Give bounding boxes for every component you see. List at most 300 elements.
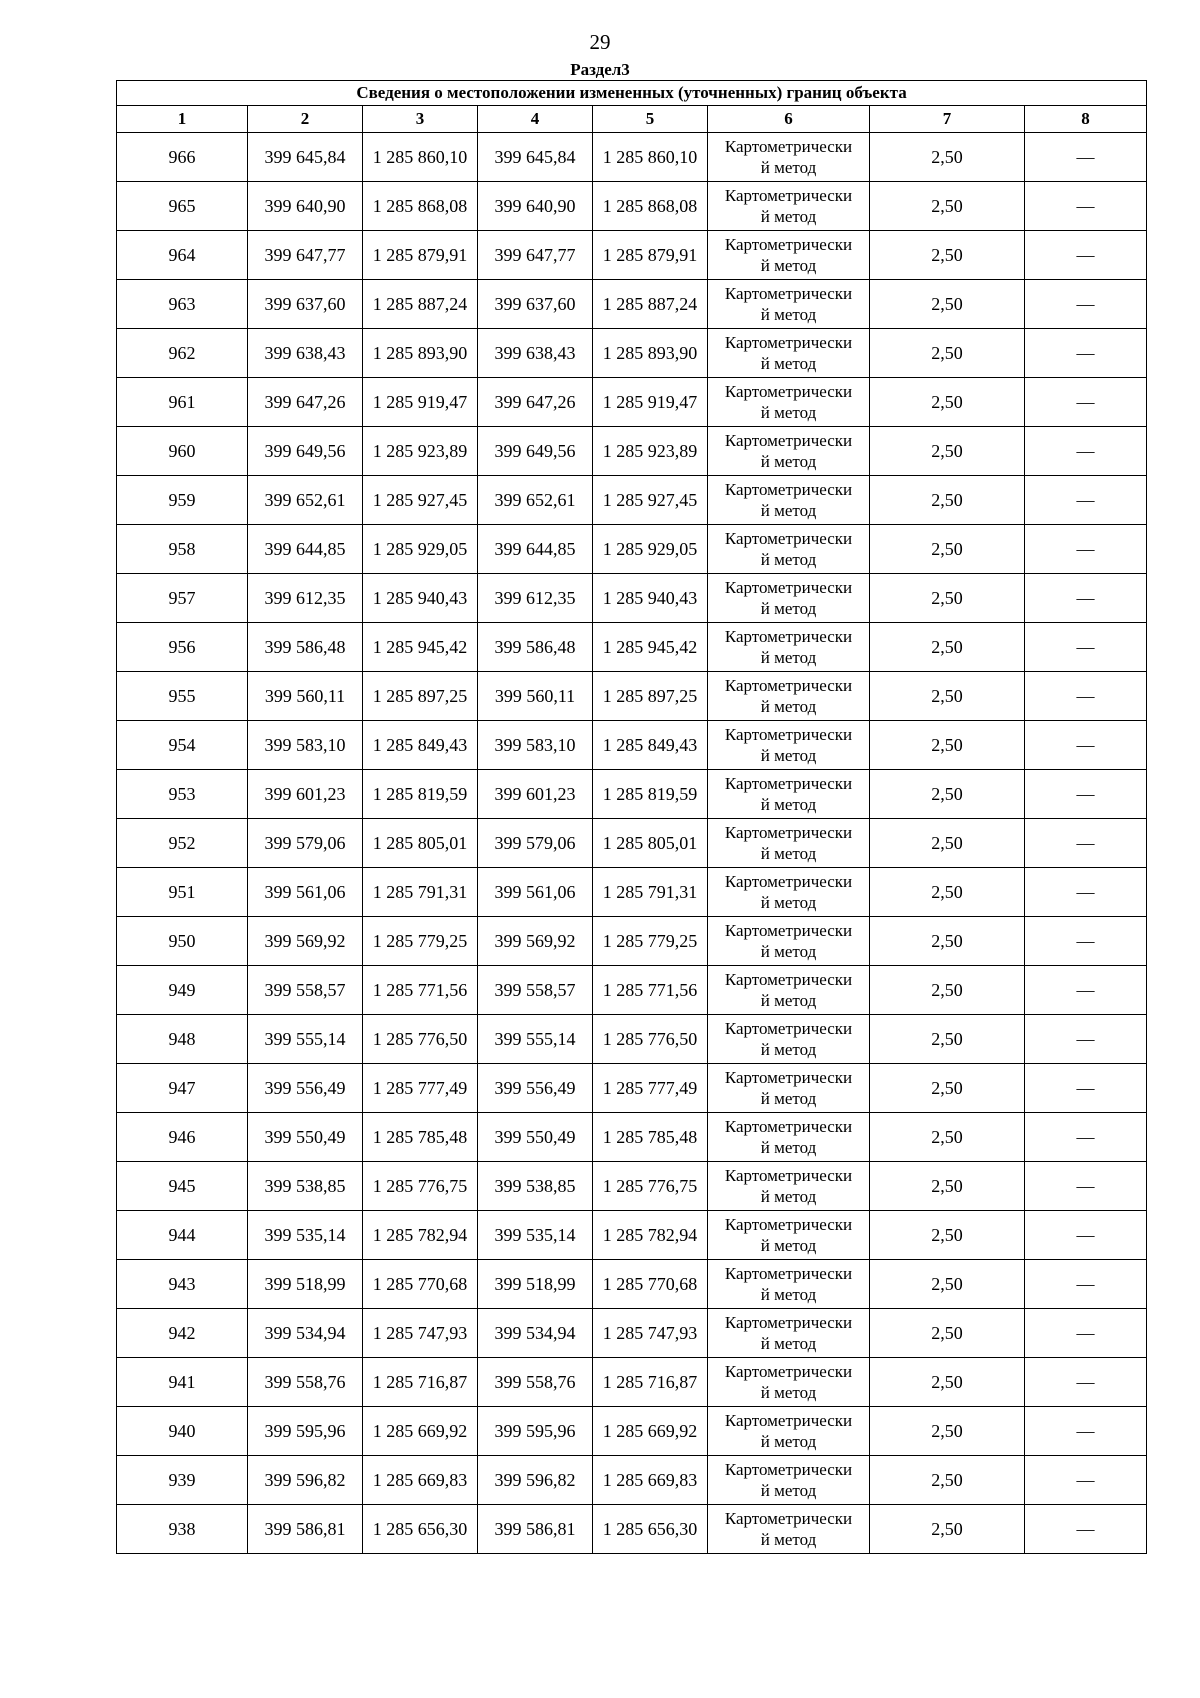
- method-line-2: й метод: [760, 1285, 817, 1304]
- accuracy-cell: 2,50: [870, 1456, 1025, 1505]
- section-title: Раздел3: [570, 60, 630, 79]
- coordinate-cell: 399 640,90: [248, 182, 363, 231]
- coordinate-cell: 1 285 897,25: [363, 672, 478, 721]
- coordinate-cell: 1 285 887,24: [593, 280, 708, 329]
- coordinate-cell: 1 285 782,94: [593, 1211, 708, 1260]
- coordinate-cell: 1 285 929,05: [363, 525, 478, 574]
- accuracy-cell: 2,50: [870, 329, 1025, 378]
- method-cell: [708, 1015, 870, 1064]
- method-line-2: й метод: [760, 1481, 817, 1500]
- point-number-cell: 958: [117, 525, 248, 574]
- accuracy-cell: 2,50: [870, 182, 1025, 231]
- method-cell: [708, 721, 870, 770]
- table-row: [117, 1260, 1147, 1309]
- coordinate-cell: 399 579,06: [478, 819, 593, 868]
- accuracy-cell: 2,50: [870, 427, 1025, 476]
- accuracy-cell: 2,50: [870, 476, 1025, 525]
- method-line-1: Картометрически: [724, 1313, 853, 1332]
- accuracy-cell: 2,50: [870, 917, 1025, 966]
- coordinate-cell: 399 534,94: [248, 1309, 363, 1358]
- table-row: [117, 623, 1147, 672]
- method-line-2: й метод: [760, 354, 817, 373]
- coordinate-cell: 399 644,85: [478, 525, 593, 574]
- method-cell: [708, 868, 870, 917]
- coordinate-cell: 1 285 779,25: [593, 917, 708, 966]
- table-row: [117, 672, 1147, 721]
- note-cell: —: [1025, 868, 1147, 917]
- point-number-cell: 966: [117, 133, 248, 182]
- coordinate-cell: 399 569,92: [248, 917, 363, 966]
- method-line-1: Картометрически: [724, 1362, 853, 1381]
- coordinate-cell: 1 285 923,89: [363, 427, 478, 476]
- coordinate-cell: 399 612,35: [248, 574, 363, 623]
- coordinate-cell: 399 645,84: [478, 133, 593, 182]
- table-row: [117, 1162, 1147, 1211]
- coordinate-cell: 399 596,82: [248, 1456, 363, 1505]
- method-line-1: Картометрически: [724, 872, 853, 891]
- accuracy-cell: 2,50: [870, 1064, 1025, 1113]
- note-cell: —: [1025, 623, 1147, 672]
- coordinate-cell: 399 550,49: [248, 1113, 363, 1162]
- coordinate-cell: 399 556,49: [248, 1064, 363, 1113]
- table-row: [117, 1456, 1147, 1505]
- point-number-cell: 956: [117, 623, 248, 672]
- method-line-2: й метод: [760, 1138, 817, 1157]
- coordinate-cell: 1 285 776,75: [363, 1162, 478, 1211]
- table-row: [117, 1211, 1147, 1260]
- coordinate-cell: 1 285 656,30: [363, 1505, 478, 1554]
- method-line-1: Картометрически: [724, 529, 853, 548]
- coordinate-cell: 1 285 860,10: [363, 133, 478, 182]
- note-cell: —: [1025, 721, 1147, 770]
- coordinate-cell: 1 285 776,75: [593, 1162, 708, 1211]
- coordinate-cell: 399 595,96: [248, 1407, 363, 1456]
- coordinate-cell: 399 583,10: [248, 721, 363, 770]
- point-number-cell: 939: [117, 1456, 248, 1505]
- accuracy-cell: 2,50: [870, 1358, 1025, 1407]
- accuracy-cell: 2,50: [870, 378, 1025, 427]
- note-cell: —: [1025, 329, 1147, 378]
- point-number-cell: 941: [117, 1358, 248, 1407]
- method-cell: [708, 133, 870, 182]
- note-cell: —: [1025, 231, 1147, 280]
- method-cell: [708, 819, 870, 868]
- method-line-2: й метод: [760, 207, 817, 226]
- method-line-2: й метод: [760, 501, 817, 520]
- coordinate-cell: 1 285 770,68: [593, 1260, 708, 1309]
- coordinate-cell: 399 637,60: [478, 280, 593, 329]
- note-cell: —: [1025, 574, 1147, 623]
- method-line-1: Картометрически: [724, 1166, 853, 1185]
- coordinate-cell: 1 285 868,08: [363, 182, 478, 231]
- method-line-1: Картометрически: [724, 1215, 853, 1234]
- table-row: [117, 917, 1147, 966]
- method-line-1: Картометрически: [724, 137, 853, 156]
- note-cell: —: [1025, 1505, 1147, 1554]
- coordinate-cell: 399 534,94: [478, 1309, 593, 1358]
- point-number-cell: 949: [117, 966, 248, 1015]
- coordinate-cell: 399 647,26: [248, 378, 363, 427]
- coordinate-cell: 1 285 879,91: [593, 231, 708, 280]
- method-cell: [708, 1064, 870, 1113]
- coordinate-cell: 1 285 849,43: [593, 721, 708, 770]
- table-row: [117, 133, 1147, 182]
- coordinate-cell: 1 285 919,47: [363, 378, 478, 427]
- coordinate-cell: 1 285 669,83: [363, 1456, 478, 1505]
- table-row: [117, 1358, 1147, 1407]
- method-line-1: Картометрически: [724, 1117, 853, 1136]
- point-number-cell: 963: [117, 280, 248, 329]
- method-cell: [708, 672, 870, 721]
- coordinate-cell: 399 558,57: [478, 966, 593, 1015]
- coordinate-cell: 1 285 919,47: [593, 378, 708, 427]
- table-row: [117, 868, 1147, 917]
- point-number-cell: 940: [117, 1407, 248, 1456]
- method-line-2: й метод: [760, 1383, 817, 1402]
- coordinate-cell: 399 518,99: [478, 1260, 593, 1309]
- coordinate-cell: 399 647,77: [248, 231, 363, 280]
- coordinate-cell: 1 285 782,94: [363, 1211, 478, 1260]
- note-cell: —: [1025, 280, 1147, 329]
- note-cell: —: [1025, 1407, 1147, 1456]
- table-title-row: [117, 81, 1147, 106]
- note-cell: —: [1025, 1211, 1147, 1260]
- note-cell: —: [1025, 182, 1147, 231]
- coordinate-cell: 399 640,90: [478, 182, 593, 231]
- method-line-1: Картометрически: [724, 970, 853, 989]
- coordinate-cell: 399 535,14: [478, 1211, 593, 1260]
- coordinate-cell: 399 586,81: [478, 1505, 593, 1554]
- method-line-2: й метод: [760, 452, 817, 471]
- coordinate-cell: 1 285 771,56: [363, 966, 478, 1015]
- point-number-cell: 944: [117, 1211, 248, 1260]
- table-row: [117, 770, 1147, 819]
- method-line-2: й метод: [760, 942, 817, 961]
- column-number: 7: [870, 106, 1025, 133]
- note-cell: —: [1025, 133, 1147, 182]
- method-line-1: Картометрически: [724, 480, 853, 499]
- method-line-2: й метод: [760, 599, 817, 618]
- note-cell: —: [1025, 1358, 1147, 1407]
- coordinate-cell: 399 579,06: [248, 819, 363, 868]
- method-cell: [708, 966, 870, 1015]
- method-line-2: й метод: [760, 1089, 817, 1108]
- method-cell: [708, 525, 870, 574]
- coordinate-cell: 399 649,56: [478, 427, 593, 476]
- method-cell: [708, 329, 870, 378]
- coordinate-cell: 1 285 887,24: [363, 280, 478, 329]
- method-line-2: й метод: [760, 844, 817, 863]
- accuracy-cell: 2,50: [870, 1015, 1025, 1064]
- accuracy-cell: 2,50: [870, 1309, 1025, 1358]
- accuracy-cell: 2,50: [870, 525, 1025, 574]
- coordinate-cell: 399 561,06: [248, 868, 363, 917]
- point-number-cell: 950: [117, 917, 248, 966]
- method-cell: [708, 1211, 870, 1260]
- coordinate-cell: 1 285 777,49: [363, 1064, 478, 1113]
- method-line-1: Картометрически: [724, 578, 853, 597]
- coordinate-cell: 1 285 770,68: [363, 1260, 478, 1309]
- coordinate-cell: 1 285 776,50: [363, 1015, 478, 1064]
- method-cell: [708, 574, 870, 623]
- method-cell: [708, 917, 870, 966]
- point-number-cell: 945: [117, 1162, 248, 1211]
- accuracy-cell: 2,50: [870, 1407, 1025, 1456]
- accuracy-cell: 2,50: [870, 1113, 1025, 1162]
- method-cell: [708, 1358, 870, 1407]
- method-line-2: й метод: [760, 991, 817, 1010]
- method-line-1: Картометрически: [724, 1068, 853, 1087]
- accuracy-cell: 2,50: [870, 1505, 1025, 1554]
- coordinate-cell: 1 285 791,31: [593, 868, 708, 917]
- method-line-1: Картометрически: [724, 627, 853, 646]
- method-line-2: й метод: [760, 1432, 817, 1451]
- point-number-cell: 953: [117, 770, 248, 819]
- method-line-1: Картометрически: [724, 186, 853, 205]
- coordinate-cell: 399 647,26: [478, 378, 593, 427]
- point-number-cell: 948: [117, 1015, 248, 1064]
- coordinate-cell: 399 569,92: [478, 917, 593, 966]
- method-line-1: Картометрически: [724, 725, 853, 744]
- coordinate-cell: 399 637,60: [248, 280, 363, 329]
- method-line-1: Картометрически: [724, 1264, 853, 1283]
- coordinate-cell: 1 285 716,87: [593, 1358, 708, 1407]
- coordinate-cell: 399 586,48: [478, 623, 593, 672]
- point-number-cell: 960: [117, 427, 248, 476]
- coordinate-cell: 1 285 747,93: [363, 1309, 478, 1358]
- column-number: 6: [708, 106, 870, 133]
- coordinate-cell: 399 652,61: [478, 476, 593, 525]
- coordinate-cell: 1 285 945,42: [593, 623, 708, 672]
- coordinate-cell: 399 612,35: [478, 574, 593, 623]
- method-line-1: Картометрически: [724, 774, 853, 793]
- accuracy-cell: 2,50: [870, 574, 1025, 623]
- table-title: Сведения о местоположении измененных (уточненных) границ объекта: [117, 81, 1147, 106]
- point-number-cell: 946: [117, 1113, 248, 1162]
- note-cell: —: [1025, 819, 1147, 868]
- note-cell: —: [1025, 966, 1147, 1015]
- coordinate-cell: 399 586,48: [248, 623, 363, 672]
- coordinate-cell: 1 285 785,48: [593, 1113, 708, 1162]
- accuracy-cell: 2,50: [870, 623, 1025, 672]
- method-line-1: Картометрически: [724, 1019, 853, 1038]
- coordinate-cell: 399 535,14: [248, 1211, 363, 1260]
- coordinate-cell: 1 285 669,92: [363, 1407, 478, 1456]
- method-cell: [708, 1162, 870, 1211]
- table-row: [117, 1064, 1147, 1113]
- point-number-cell: 965: [117, 182, 248, 231]
- coordinate-cell: 399 652,61: [248, 476, 363, 525]
- coordinate-cell: 399 560,11: [248, 672, 363, 721]
- method-cell: [708, 1113, 870, 1162]
- column-number-row: [117, 106, 1147, 133]
- method-cell: [708, 1260, 870, 1309]
- coordinate-cell: 1 285 747,93: [593, 1309, 708, 1358]
- note-cell: —: [1025, 1064, 1147, 1113]
- coordinate-cell: 399 556,49: [478, 1064, 593, 1113]
- coordinate-cell: 399 550,49: [478, 1113, 593, 1162]
- point-number-cell: 942: [117, 1309, 248, 1358]
- accuracy-cell: 2,50: [870, 966, 1025, 1015]
- note-cell: —: [1025, 672, 1147, 721]
- method-line-1: Картометрически: [724, 823, 853, 842]
- coordinate-cell: 1 285 656,30: [593, 1505, 708, 1554]
- table-row: [117, 1015, 1147, 1064]
- note-cell: —: [1025, 1162, 1147, 1211]
- note-cell: —: [1025, 770, 1147, 819]
- coordinate-cell: 1 285 929,05: [593, 525, 708, 574]
- column-number: 4: [478, 106, 593, 133]
- note-cell: —: [1025, 1015, 1147, 1064]
- coordinate-cell: 1 285 777,49: [593, 1064, 708, 1113]
- accuracy-cell: 2,50: [870, 819, 1025, 868]
- table-row: [117, 182, 1147, 231]
- table-row: [117, 280, 1147, 329]
- accuracy-cell: 2,50: [870, 1260, 1025, 1309]
- method-line-1: Картометрически: [724, 235, 853, 254]
- table-row: [117, 574, 1147, 623]
- method-line-2: й метод: [760, 1040, 817, 1059]
- method-cell: [708, 476, 870, 525]
- coordinate-cell: 1 285 805,01: [593, 819, 708, 868]
- note-cell: —: [1025, 378, 1147, 427]
- method-line-1: Картометрически: [724, 284, 853, 303]
- coordinate-cell: 1 285 805,01: [363, 819, 478, 868]
- accuracy-cell: 2,50: [870, 231, 1025, 280]
- point-number-cell: 955: [117, 672, 248, 721]
- table-row: [117, 476, 1147, 525]
- table-row: [117, 231, 1147, 280]
- coordinate-cell: 1 285 791,31: [363, 868, 478, 917]
- point-number-cell: 938: [117, 1505, 248, 1554]
- table-row: [117, 1309, 1147, 1358]
- point-number-cell: 952: [117, 819, 248, 868]
- method-line-1: Картометрически: [724, 921, 853, 940]
- note-cell: —: [1025, 1309, 1147, 1358]
- coordinate-cell: 1 285 927,45: [593, 476, 708, 525]
- method-line-1: Картометрически: [724, 1411, 853, 1430]
- point-number-cell: 964: [117, 231, 248, 280]
- method-line-1: Картометрически: [724, 382, 853, 401]
- method-cell: [708, 182, 870, 231]
- coordinate-cell: 399 638,43: [248, 329, 363, 378]
- coordinate-cell: 1 285 776,50: [593, 1015, 708, 1064]
- coordinate-cell: 1 285 940,43: [363, 574, 478, 623]
- coordinate-cell: 1 285 893,90: [363, 329, 478, 378]
- table-row: [117, 1113, 1147, 1162]
- coordinate-cell: 399 558,76: [478, 1358, 593, 1407]
- coordinate-cell: 1 285 860,10: [593, 133, 708, 182]
- coordinate-cell: 1 285 923,89: [593, 427, 708, 476]
- coordinate-cell: 399 561,06: [478, 868, 593, 917]
- note-cell: —: [1025, 1456, 1147, 1505]
- column-number: 3: [363, 106, 478, 133]
- accuracy-cell: 2,50: [870, 868, 1025, 917]
- method-cell: [708, 280, 870, 329]
- method-line-2: й метод: [760, 697, 817, 716]
- column-number: 8: [1025, 106, 1147, 133]
- table-row: [117, 1407, 1147, 1456]
- boundary-coordinates-table: [116, 80, 1147, 1554]
- table-row: [117, 378, 1147, 427]
- coordinate-cell: 399 586,81: [248, 1505, 363, 1554]
- method-cell: [708, 378, 870, 427]
- table-row: [117, 966, 1147, 1015]
- coordinate-cell: 399 555,14: [248, 1015, 363, 1064]
- accuracy-cell: 2,50: [870, 280, 1025, 329]
- coordinate-cell: 399 518,99: [248, 1260, 363, 1309]
- coordinate-cell: 399 538,85: [478, 1162, 593, 1211]
- method-line-2: й метод: [760, 648, 817, 667]
- point-number-cell: 962: [117, 329, 248, 378]
- accuracy-cell: 2,50: [870, 1162, 1025, 1211]
- coordinate-cell: 1 285 940,43: [593, 574, 708, 623]
- accuracy-cell: 2,50: [870, 721, 1025, 770]
- table-row: [117, 525, 1147, 574]
- coordinate-cell: 399 601,23: [478, 770, 593, 819]
- note-cell: —: [1025, 1113, 1147, 1162]
- coordinate-cell: 399 560,11: [478, 672, 593, 721]
- coordinate-cell: 1 285 849,43: [363, 721, 478, 770]
- method-line-1: Картометрически: [724, 1509, 853, 1528]
- point-number-cell: 954: [117, 721, 248, 770]
- method-line-1: Картометрически: [724, 676, 853, 695]
- method-line-1: Картометрически: [724, 431, 853, 450]
- method-line-2: й метод: [760, 1530, 817, 1549]
- method-line-2: й метод: [760, 158, 817, 177]
- coordinate-cell: 399 555,14: [478, 1015, 593, 1064]
- table-row: [117, 1505, 1147, 1554]
- coordinate-cell: 1 285 669,92: [593, 1407, 708, 1456]
- method-line-2: й метод: [760, 795, 817, 814]
- method-line-1: Картометрически: [724, 333, 853, 352]
- coordinate-cell: 399 558,76: [248, 1358, 363, 1407]
- point-number-cell: 951: [117, 868, 248, 917]
- note-cell: —: [1025, 476, 1147, 525]
- table-row: [117, 819, 1147, 868]
- note-cell: —: [1025, 917, 1147, 966]
- point-number-cell: 943: [117, 1260, 248, 1309]
- method-line-2: й метод: [760, 305, 817, 324]
- table-body: [117, 133, 1147, 1554]
- column-number: 2: [248, 106, 363, 133]
- method-cell: [708, 623, 870, 672]
- method-cell: [708, 1407, 870, 1456]
- method-cell: [708, 1456, 870, 1505]
- coordinate-cell: 1 285 669,83: [593, 1456, 708, 1505]
- coordinate-cell: 1 285 819,59: [363, 770, 478, 819]
- coordinate-cell: 1 285 945,42: [363, 623, 478, 672]
- accuracy-cell: 2,50: [870, 770, 1025, 819]
- coordinate-cell: 1 285 785,48: [363, 1113, 478, 1162]
- method-line-2: й метод: [760, 1236, 817, 1255]
- accuracy-cell: 2,50: [870, 1211, 1025, 1260]
- method-line-2: й метод: [760, 1187, 817, 1206]
- coordinate-cell: 1 285 819,59: [593, 770, 708, 819]
- coordinate-cell: 1 285 879,91: [363, 231, 478, 280]
- method-cell: [708, 1309, 870, 1358]
- note-cell: —: [1025, 427, 1147, 476]
- coordinate-cell: 399 601,23: [248, 770, 363, 819]
- method-line-2: й метод: [760, 893, 817, 912]
- method-cell: [708, 1505, 870, 1554]
- coordinate-cell: 1 285 771,56: [593, 966, 708, 1015]
- coordinate-cell: 1 285 779,25: [363, 917, 478, 966]
- point-number-cell: 959: [117, 476, 248, 525]
- coordinate-cell: 399 583,10: [478, 721, 593, 770]
- method-cell: [708, 427, 870, 476]
- point-number-cell: 957: [117, 574, 248, 623]
